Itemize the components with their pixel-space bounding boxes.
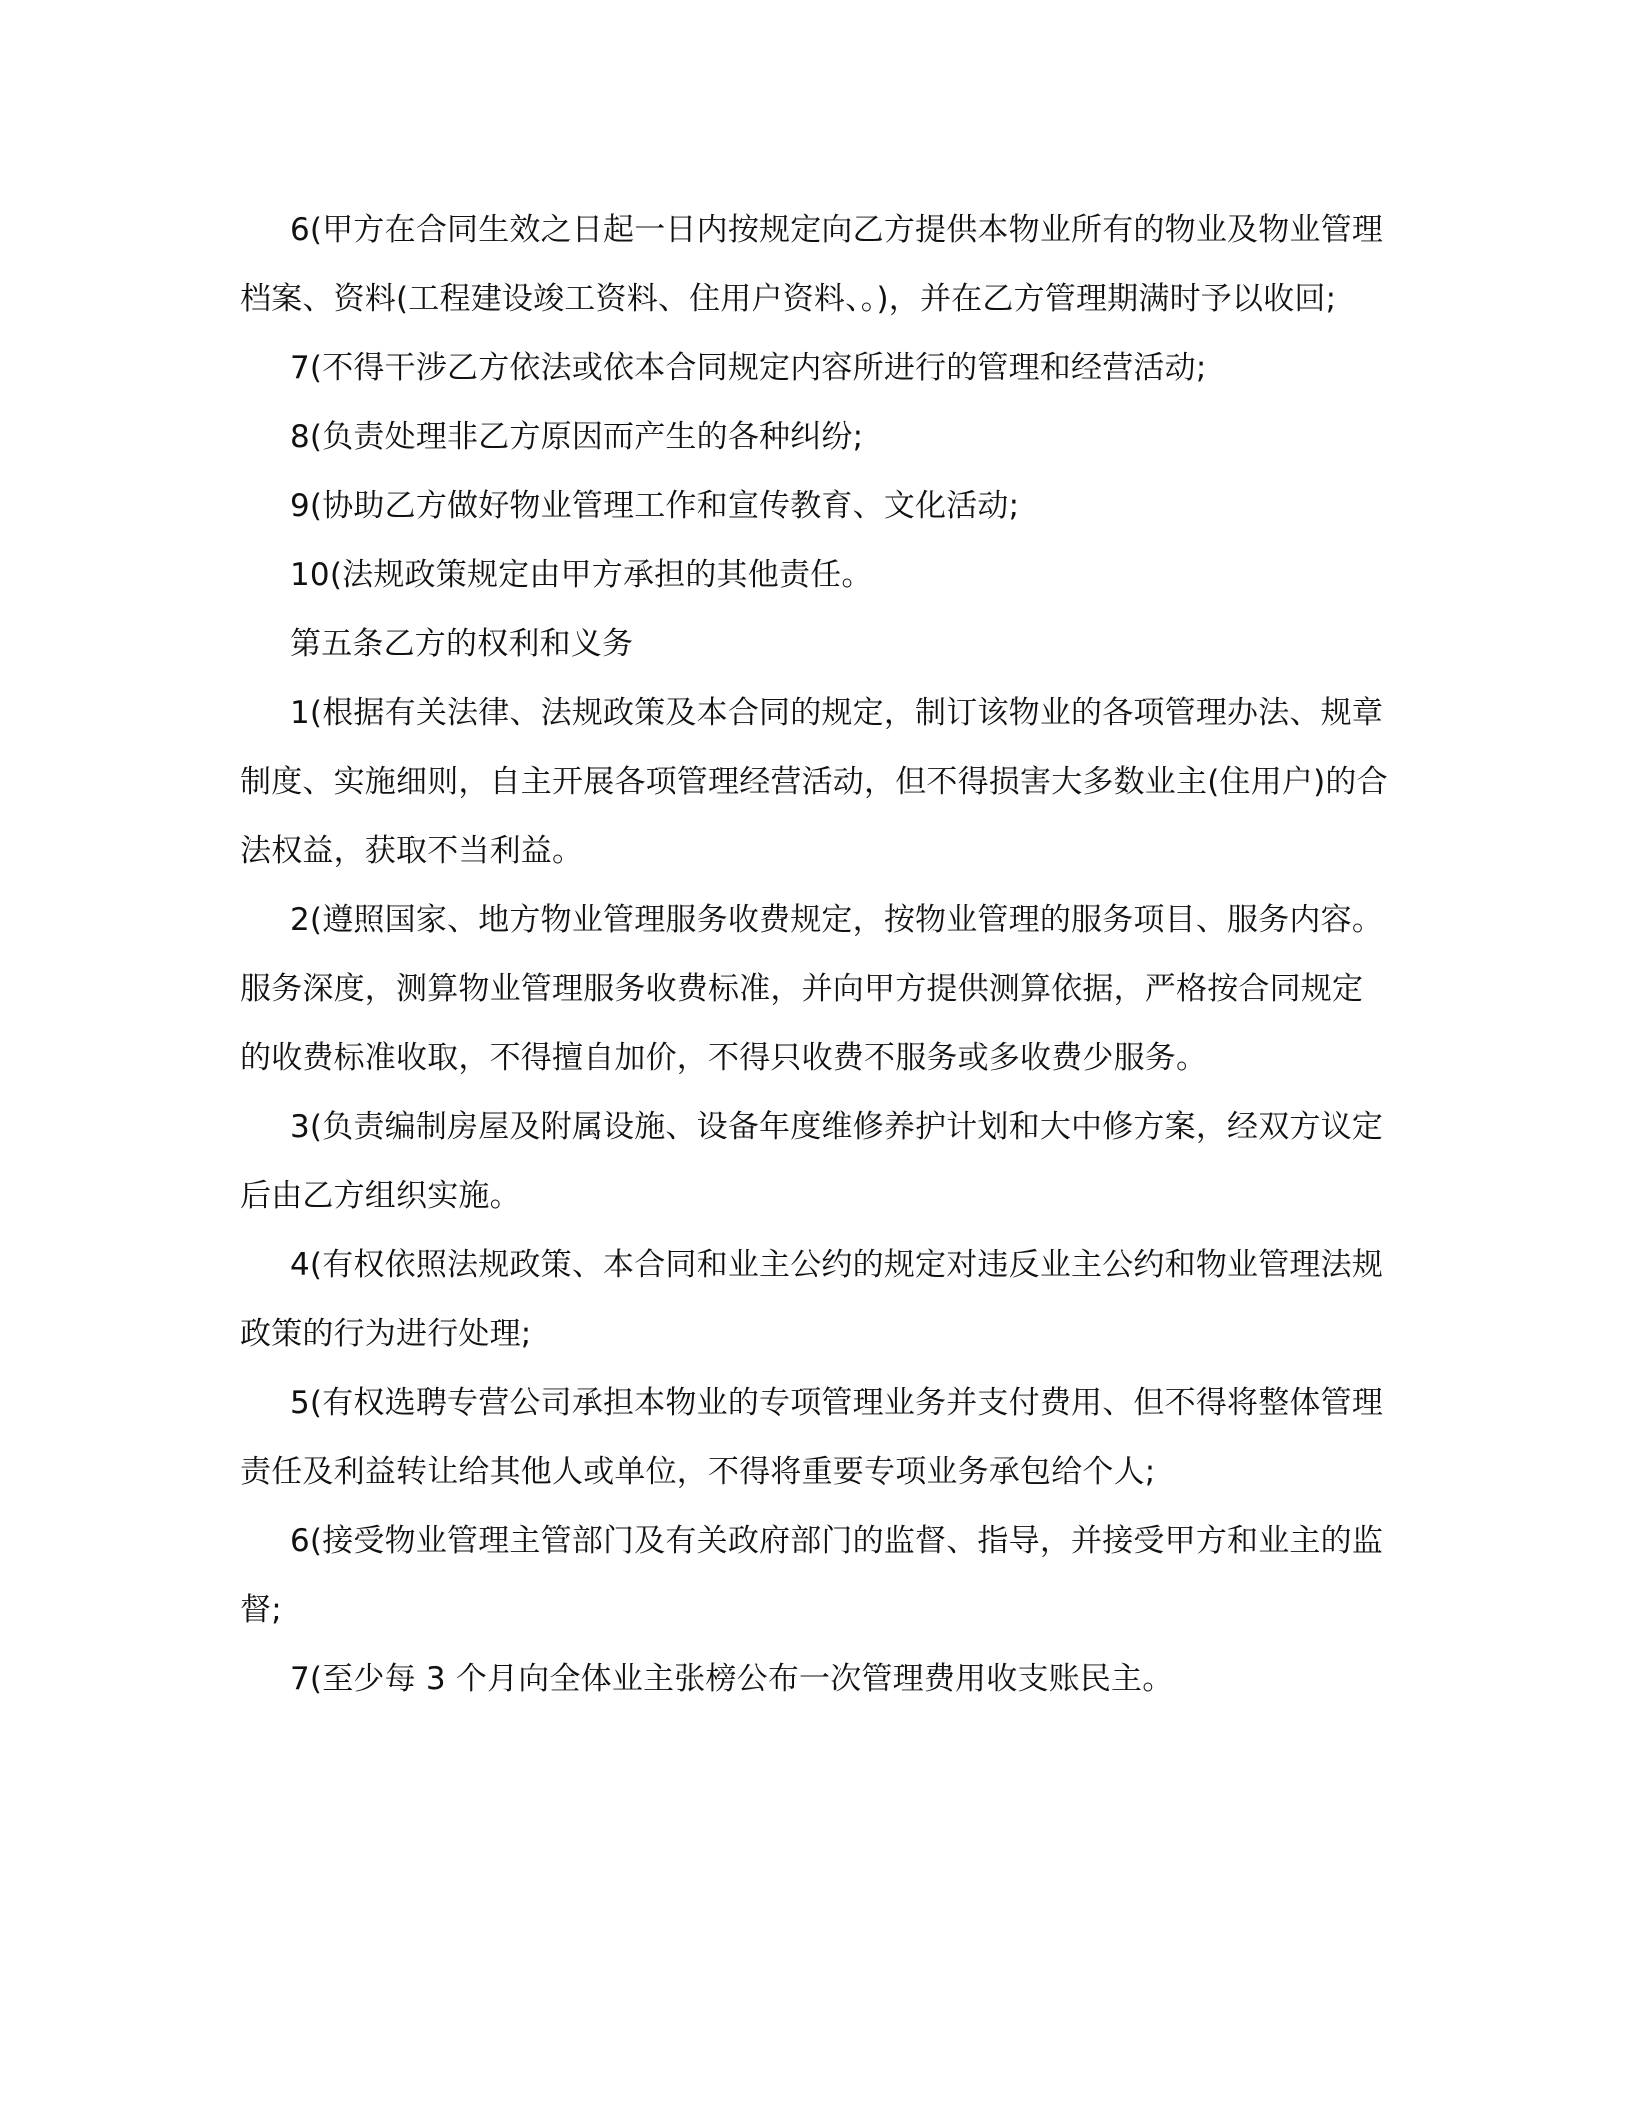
paragraph-clause-7-party-b: 7(至少每 3 个月向全体业主张榜公布一次管理费用收支账民主。	[290, 1661, 1174, 1697]
paragraph-clause-3-party-b: 3(负责编制房屋及附属设施、设备年度维修养护计划和大中修方案，经双方议定后由乙方组织实施。	[240, 1109, 1384, 1214]
paragraph-clause-9-party-a: 9(协助乙方做好物业管理工作和宣传教育、文化活动;	[290, 488, 1020, 524]
paragraph-clause-6-party-a: 6(甲方在合同生效之日起一日内按规定向乙方提供本物业所有的物业及物业管理档案、资料(工程建设竣工资料、住用户资料、。)，并在乙方管理期满时予以收回;	[240, 212, 1384, 317]
paragraph-clause-5-party-b: 5(有权选聘专营公司承担本物业的专项管理业务并支付费用、但不得将整体管理责任及利益转让给其他人或单位，不得将重要专项业务承包给个人;	[240, 1385, 1384, 1490]
paragraph-clause-1-party-b: 1(根据有关法律、法规政策及本合同的规定，制订该物业的各项管理办法、规章制度、实施细则，自主开展各项管理经营活动，但不得损害大多数业主(住用户)的合法权益，获取不当利益。	[240, 695, 1388, 869]
document-body	[240, 196, 1390, 1714]
paragraph-clause-2-party-b: 2(遵照国家、地方物业管理服务收费规定，按物业管理的服务项目、服务内容。服务深度，测算物业管理服务收费标准，并向甲方提供测算依据，严格按合同规定的收费标准收取，不得擅自加价，不得只收费不服务或多收费少服务。	[240, 902, 1384, 1076]
paragraph-clause-10-party-a: 10(法规政策规定由甲方承担的其他责任。	[290, 557, 873, 593]
section-heading-article-5: 第五条乙方的权利和义务	[290, 626, 634, 662]
paragraph-clause-4-party-b: 4(有权依照法规政策、本合同和业主公约的规定对违反业主公约和物业管理法规政策的行为进行处理;	[240, 1247, 1384, 1352]
paragraph-clause-8-party-a: 8(负责处理非乙方原因而产生的各种纠纷;	[290, 419, 864, 455]
paragraph-clause-7-party-a: 7(不得干涉乙方依法或依本合同规定内容所进行的管理和经营活动;	[290, 350, 1207, 386]
paragraph-clause-6-party-b: 6(接受物业管理主管部门及有关政府部门的监督、指导，并接受甲方和业主的监督;	[240, 1523, 1384, 1628]
